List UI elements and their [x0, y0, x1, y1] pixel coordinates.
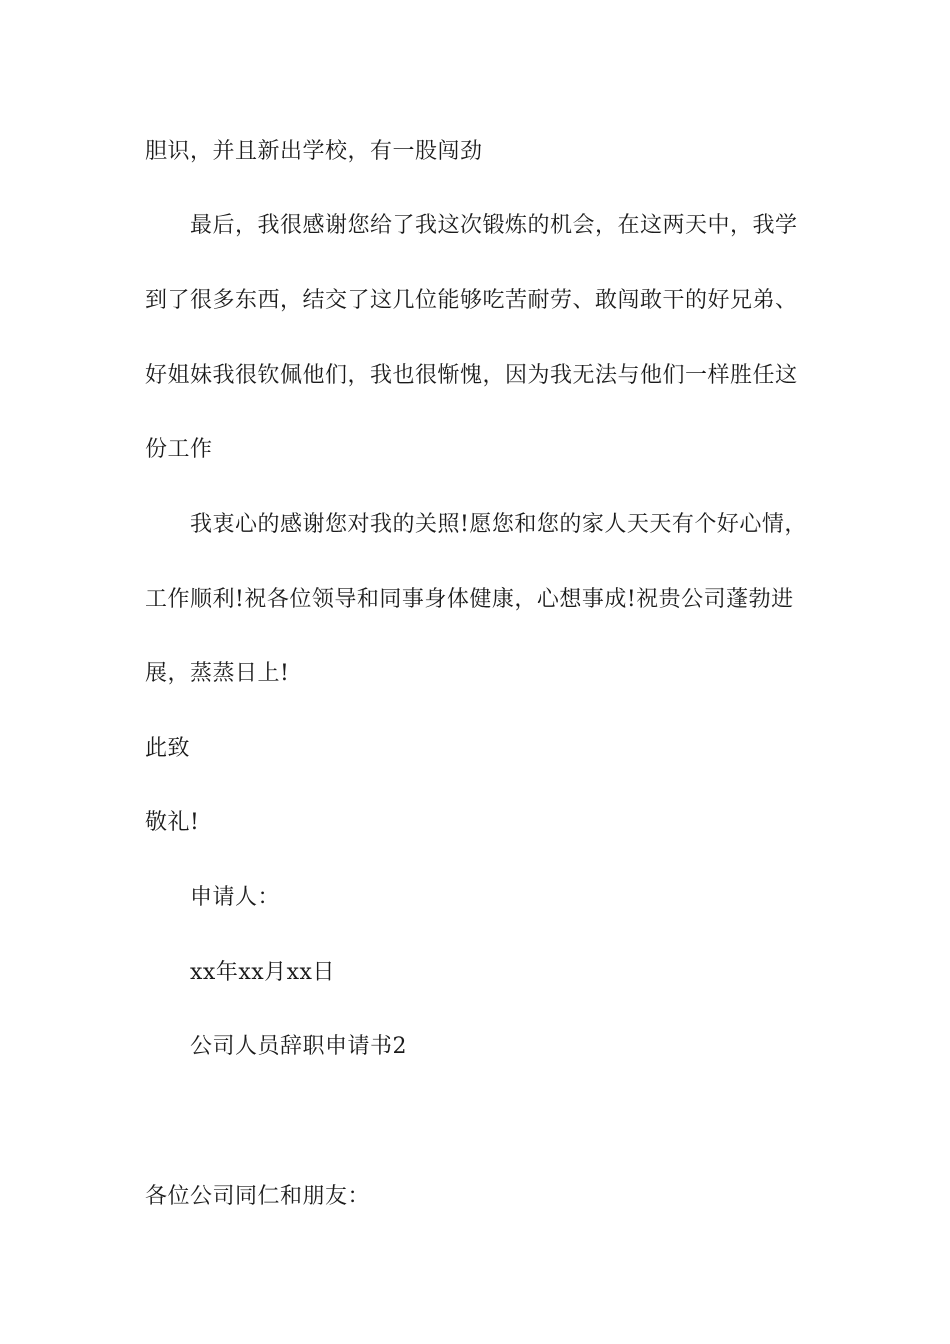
paragraph-line: 到了很多东西，结交了这几位能够吃苦耐劳、敢闯敢干的好兄弟、: [145, 288, 798, 313]
paragraph-line: 展，蒸蒸日上!: [145, 661, 290, 686]
paragraph-line: 胆识，并且新出学校，有一股闯劲: [145, 139, 483, 164]
date-line: xx年xx月xx日: [190, 960, 335, 985]
section-title: 公司人员辞职申请书2: [190, 1034, 407, 1059]
closing-regards: 敬礼!: [145, 810, 200, 835]
paragraph-line: 好姐妹我很钦佩他们，我也很惭愧，因为我无法与他们一样胜任这: [145, 363, 798, 388]
paragraph-line: 我衷心的感谢您对我的关照!愿您和您的家人天天有个好心情，: [190, 512, 807, 537]
applicant-label: 申请人：: [190, 885, 281, 910]
paragraph-line: 最后，我很感谢您给了我这次锻炼的机会，在这两天中，我学: [190, 213, 798, 238]
paragraph-line: 工作顺利!祝各位领导和同事身体健康，心想事成!祝贵公司蓬勃进: [145, 587, 794, 612]
greeting-line: 各位公司同仁和朋友：: [145, 1184, 371, 1209]
closing-salutation: 此致: [145, 736, 191, 761]
paragraph-line: 份工作: [145, 437, 213, 462]
